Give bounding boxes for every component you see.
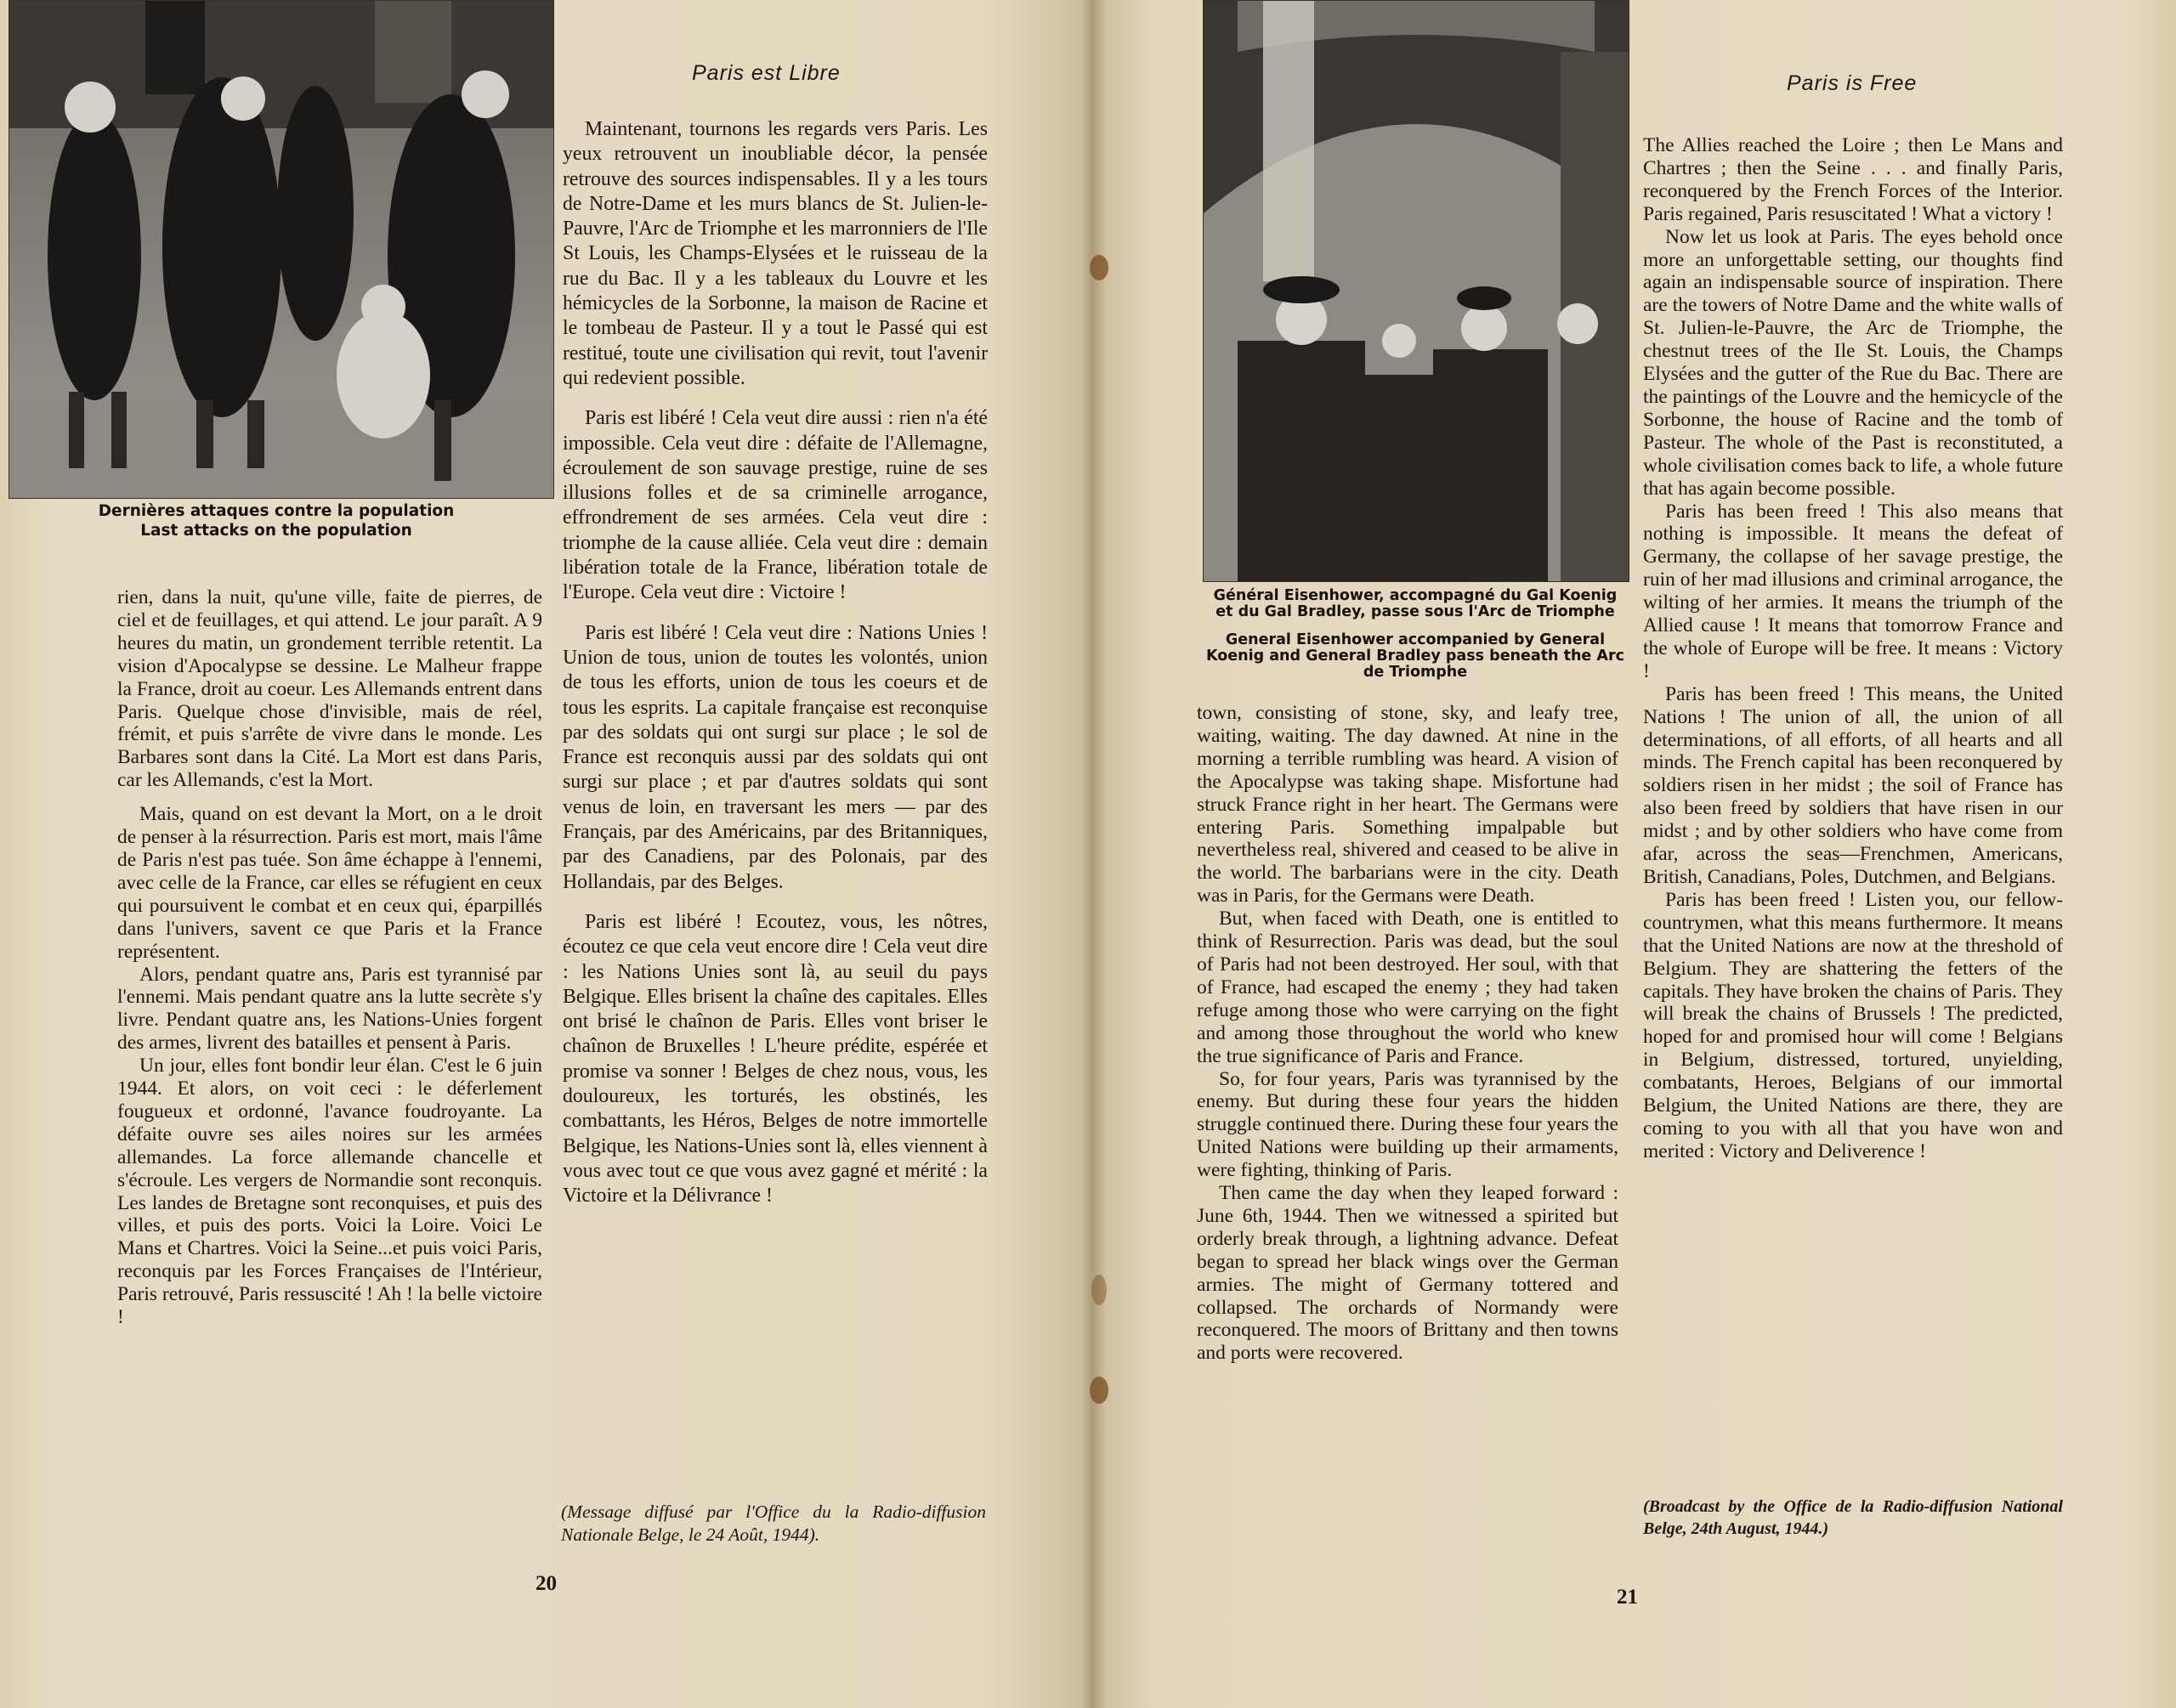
binding-stain: [1091, 1275, 1107, 1305]
paragraph: town, consisting of stone, sky, and leafy tree, waiting, waiting. The day dawned. At nine in the morning a terrible rumbling was heard. A vision of the Apocalypse was taking shape. Misfortune had struck France right in her heart. The Germans were entering Paris. Something impalpable but nevertheless real, shivered and ceased to be alive in the world. The barbarians were in the city. Death was in Paris, for the Germans were Death.: [1197, 702, 1618, 908]
caption-french: Dernières attaques contre la population: [98, 502, 455, 520]
right-photo-caption: [1205, 588, 1625, 681]
paragraph: The Allies reached the Loire ; then Le Mans and Chartres ; then the Seine . . . and finally Paris, reconquered by the French Forces of the Interior. Paris regained, Paris resuscitated ! What a victory !: [1643, 134, 2063, 225]
right-running-head: Paris is Free: [1787, 71, 1918, 95]
right-page-number: 21: [1617, 1586, 1638, 1609]
binding-stain: [1090, 255, 1108, 280]
caption-english: Last attacks on the population: [140, 522, 412, 540]
left-page-number: 20: [536, 1572, 557, 1595]
caption-french: Général Eisenhower, accompagné du Gal Koenig et du Gal Bradley, passe sous l'Arc de Triomphe: [1213, 587, 1618, 620]
left-column-2: [563, 117, 988, 1208]
right-source-note: (Broadcast by the Office de la Radio-diffusion National Belge, 24th August, 1944.): [1643, 1497, 2063, 1538]
paragraph: Paris has been freed ! This means, the United Nations ! The union of all, the union of all determinations, of all efforts, of all hearts and all minds. The French capital has been reconquered by soldiers risen in her midst ; the soil of France has also been freed by soldiers that have risen in our midst ; and by other soldiers who have come from afar, across the seas—Frenchmen, Americans, British, Canadians, Poles, Dutchmen, and Belgians.: [1643, 682, 2063, 888]
population-attack-photo: [8, 0, 554, 499]
paragraph: So, for four years, Paris was tyrannised by the enemy. But during these four years the hidden struggle continued there. During these four years the United Nations were building up their armaments, were fighting, thinking of Paris.: [1197, 1067, 1618, 1182]
paragraph: Paris est libéré ! Cela veut dire aussi : rien n'a été impossible. Cela veut dire : défaite de l'Allemagne, écroulement de son sauvage prestige, ruine de ses illusions folles et de sa criminelle arrogance, effrondrement de ses armées. Cela veut dire : triomphe de la cause alliée. Cela veut dire : demain libération totale de la France, libération totale de l'Europe. Cela veut dire : Victoire !: [563, 407, 988, 604]
paragraph: Then came the day when they leaped forward : June 6th, 1944. Then we witnessed a spirited but orderly break through, a lightning advance. Defeat began to spread her black wings over the German armies. The might of Germany tottered and collapsed. The orchards of Normandy were reconquered. The moors of Brittany and then towns and ports were recovered.: [1197, 1182, 1618, 1365]
paragraph: Maintenant, tournons les regards vers Paris. Les yeux retrouvent un inoubliable décor, la pensée retrouve des sources indispensables. Il y a les tours de Notre-Dame et les murs blancs de St. Julien-le-Pauvre, l'Arc de Triomphe et les marronniers de l'Ile St Louis, les Champs-Elysées et le ruisseau de la rue du Bac. Il y a les tableaux du Louvre et les hémicycles de la Sorbonne, la maison de Racine et le tombeau de Pasteur. Il y a tout le Passé qui est restitué, toute une civilisation qui revit, tout l'avenir qui redevient possible.: [563, 118, 988, 389]
left-source-note: (Message diffusé par l'Office du la Radio-diffusion Nationale Belge, le 24 Août, 1944).: [561, 1502, 986, 1545]
left-photo-caption: [81, 501, 472, 540]
paragraph: Paris has been freed ! Listen you, our fellow-countrymen, what this means furthermore. It means that the United Nations are now at the threshold of Belgium. They are shattering the fetters of the capitals. They have broken the chains of Paris. They will break the chains of Brussels ! The predicted, hoped for and promised hour will come ! Belgians in Belgium, distressed, tortured, unyielding, combatants, Heroes, Belgians of our immortal Belgium, the United Nations are there, they are coming to you with all that you have won and merited : Victory and Deliverence !: [1643, 888, 2063, 1162]
paragraph: But, when faced with Death, one is entitled to think of Resurrection. Paris was dead, but the soul of Paris had not been destroyed. Her soul, with that of France, had escaped the enemy ; they had taken refuge among those who were carrying on the fight and among those throughout the world who knew the true significance of Paris and France.: [1197, 908, 1618, 1067]
paragraph: Now let us look at Paris. The eyes behold once more an unforgettable setting, our thoughts find again an indispensable source of inspiration. There are the towers of Notre Dame and the white walls of St. Julien-le-Pauvre, the Arc de Triomphe, the chestnut trees of the Ile St. Louis, the Champs Elysées and the gutter of the Rue du Bac. There are the paintings of the Louvre and the hemicycle of the Sorbonne, the house of Racine and the tomb of Pasteur. The whole of the Past is reconstituted, a whole civilisation comes back to life, a whole future that has again become possible.: [1643, 225, 2063, 500]
paragraph: Paris est libéré ! Cela veut dire : Nations Unies ! Union de tous, union de toutes les volontés, union de tous les efforts, union de tous les coeurs et de tous les esprits. La capitale française est reconquise par des soldats qui ont surgi sur place ; le sol de France est reconquis aussi par des soldats qui ont surgi sur place ; et par d'autres soldats qui sont venus de loin, en traversant les mers — par des Français, par des Américains, par des Britanniques, par des Canadiens, par des Polonais, par des Hollandais, par des Belges.: [563, 621, 988, 893]
paragraph: Un jour, elles font bondir leur élan. C'est le 6 juin 1944. Et alors, on voit ceci : le déferlement fougueux et ordonné, l'avance foudroyante. La défaite ouvre ses ailes noires sur les armées allemandes. La force allemande chancelle et s'écroule. Les vergers de Normandie sont reconquis. Les landes de Bretagne sont reconquises, et puis des villes, et puis des ports. Voici la Loire. Voici Le Mans et Chartres. Voici la Seine...et puis voici Paris, reconquis par les Forces Françaises de l'Intérieur, Paris retrouvé, Paris ressuscité ! Ah ! la belle victoire !: [117, 1055, 542, 1329]
left-running-head: Paris est Libre: [692, 61, 841, 85]
eisenhower-arc-photo: [1203, 0, 1629, 582]
paragraph: rien, dans la nuit, qu'une ville, faite de pierres, de ciel et de feuillages, et qui attend. Le jour paraît. A 9 heures du matin, un grondement terrible retentit. La vision d'Apocalypse se dessine. Le Malheur frappe la France, droit au coeur. Les Allemands entrent dans Paris. Quelque chose d'invisible, mais de réel, frémit, et puis s'arrête de vivre dans le monde. Les Barbares sont dans la Cité. La Mort est dans Paris, car les Allemands, c'est la Mort.: [117, 586, 542, 792]
paragraph: Paris has been freed ! This also means that nothing is impossible. It means the defeat of Germany, the collapse of her savage prestige, the ruin of her mad illusions and criminal arrogance, the wilting of her armies. It means the triumph of the Allied cause ! It means that tomorrow France and the whole of Europe will be free. It means : Victory !: [1643, 500, 2063, 682]
right-column-2: [1643, 134, 2063, 1163]
caption-english: General Eisenhower accompanied by General Koenig and General Bradley pass beneath the Arc de Triomphe: [1206, 631, 1624, 681]
left-column-1: [117, 586, 542, 1329]
right-column-1: [1197, 702, 1618, 1365]
paragraph: Mais, quand on est devant la Mort, on a le droit de penser à la résurrection. Paris est mort, mais l'âme de Paris n'est pas tuée. Son âme échappe à l'ennemi, avec celle de la France, car elles se réfugient en ceux qui poursuivent le combat et en ceux qui, éparpillés dans l'univers, savent ce que Paris et la France représentent.: [117, 803, 542, 963]
paragraph: Paris est libéré ! Ecoutez, vous, les nôtres, écoutez ce que cela veut encore dire ! Cela veut dire : les Nations Unies sont là, au seuil du pays Belgique. Elles brisent la chaîne des capitales. Elles ont brisé le chaînon de Paris. Elles vont briser le chaînon de Bruxelles ! L'heure prédite, espérée et promise va sonner ! Belges de chez nous, vous, les douloureux, les torturés, les obstinés, les combattants, les Héros, Belges de notre immortelle Belgique, les Nations-Unies sont là, elles viennent à vous avec tout ce que vous avez gagné et mérité : la Victoire et la Délivrance !: [563, 910, 988, 1207]
binding-stain: [1090, 1377, 1108, 1404]
paragraph: Alors, pendant quatre ans, Paris est tyrannisé par l'ennemi. Mais pendant quatre ans la lutte secrète s'y livre. Pendant quatre ans, les Nations-Unies forgent des armes, livrent des batailles et pensent à Paris.: [117, 963, 542, 1055]
